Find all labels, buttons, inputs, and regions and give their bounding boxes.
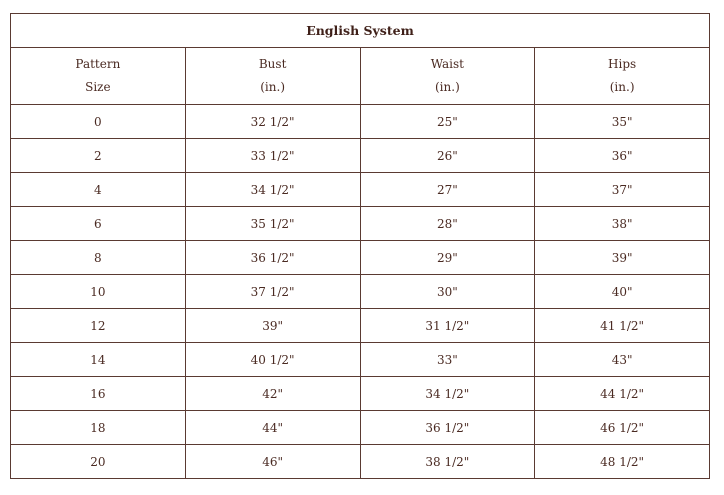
header-waist [360,48,535,105]
cell-bust: 37 1/2" [185,275,360,309]
cell-waist: 26" [360,139,535,173]
cell-bust: 39" [185,309,360,343]
cell-hips: 35" [535,105,710,139]
header-bust-line2: (in.) [260,80,285,94]
cell-pattern-size: 14 [11,343,186,377]
cell-pattern-size: 10 [11,275,186,309]
cell-hips: 39" [535,241,710,275]
table-row [11,377,710,411]
cell-hips: 48 1/2" [535,445,710,479]
header-hips-line1: Hips [608,57,637,71]
table-title: English System [11,14,710,48]
table-header-row [11,48,710,105]
cell-pattern-size: 12 [11,309,186,343]
cell-pattern-size: 6 [11,207,186,241]
header-bust-line1: Bust [258,57,287,71]
cell-bust: 44" [185,411,360,445]
cell-pattern-size: 4 [11,173,186,207]
cell-pattern-size: 16 [11,377,186,411]
cell-pattern-size: 8 [11,241,186,275]
cell-waist: 36 1/2" [360,411,535,445]
table-row [11,343,710,377]
cell-waist: 25" [360,105,535,139]
table-row [11,241,710,275]
cell-hips: 44 1/2" [535,377,710,411]
header-pattern-size-line2: Size [85,80,111,94]
cell-hips: 43" [535,343,710,377]
header-pattern-size-line1: Pattern [75,57,121,71]
cell-waist: 33" [360,343,535,377]
header-pattern-size [11,48,186,105]
cell-waist: 38 1/2" [360,445,535,479]
cell-hips: 40" [535,275,710,309]
size-chart-table [10,13,710,479]
cell-waist: 31 1/2" [360,309,535,343]
table-body [11,105,710,479]
cell-pattern-size: 2 [11,139,186,173]
cell-waist: 34 1/2" [360,377,535,411]
header-waist-line2: (in.) [435,80,460,94]
cell-bust: 40 1/2" [185,343,360,377]
cell-hips: 36" [535,139,710,173]
cell-waist: 28" [360,207,535,241]
table-row [11,105,710,139]
table-row [11,411,710,445]
cell-hips: 37" [535,173,710,207]
cell-bust: 35 1/2" [185,207,360,241]
table-title-row [11,14,710,48]
cell-pattern-size: 0 [11,105,186,139]
cell-waist: 30" [360,275,535,309]
table-row [11,139,710,173]
table-row [11,445,710,479]
cell-hips: 41 1/2" [535,309,710,343]
cell-waist: 27" [360,173,535,207]
cell-bust: 42" [185,377,360,411]
cell-hips: 38" [535,207,710,241]
cell-pattern-size: 20 [11,445,186,479]
header-waist-line1: Waist [430,57,464,71]
cell-bust: 33 1/2" [185,139,360,173]
table-row [11,275,710,309]
table-row [11,173,710,207]
cell-pattern-size: 18 [11,411,186,445]
cell-bust: 34 1/2" [185,173,360,207]
table-row [11,207,710,241]
cell-waist: 29" [360,241,535,275]
cell-bust: 32 1/2" [185,105,360,139]
cell-bust: 46" [185,445,360,479]
cell-hips: 46 1/2" [535,411,710,445]
header-hips-line2: (in.) [609,80,635,94]
cell-bust: 36 1/2" [185,241,360,275]
header-hips [535,48,710,105]
table-row [11,309,710,343]
header-bust [185,48,360,105]
